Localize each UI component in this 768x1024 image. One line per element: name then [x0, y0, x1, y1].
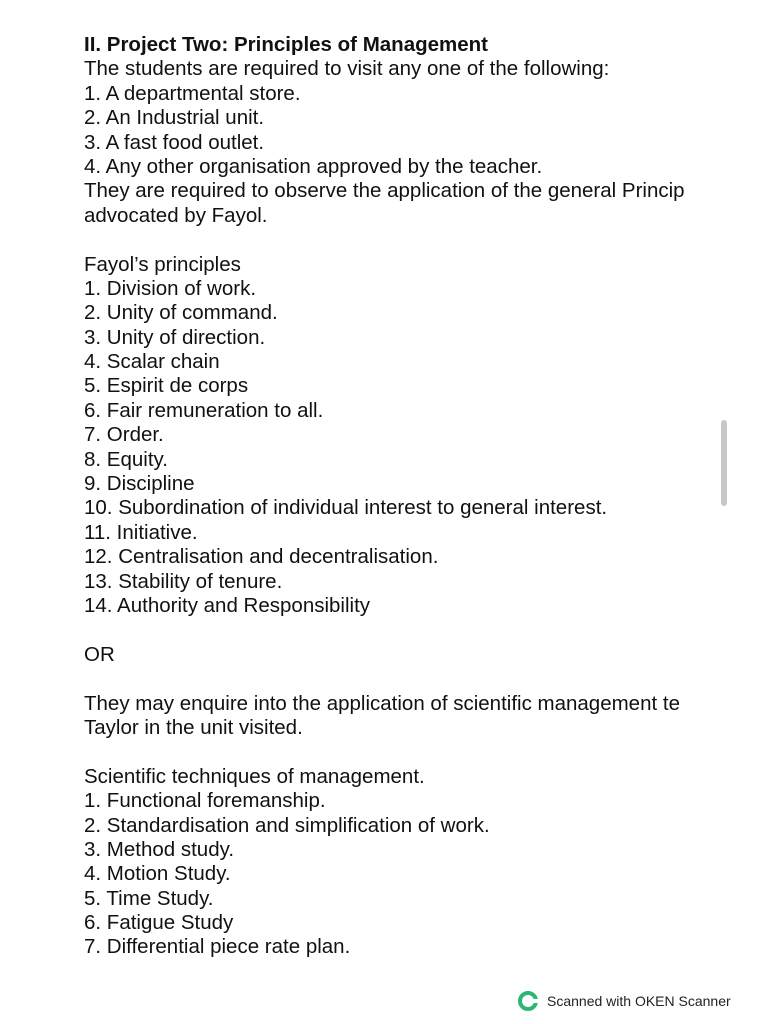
list-item: 5. Time Study.: [84, 886, 214, 910]
list-item: 5. Espirit de corps: [84, 374, 249, 398]
spacer: [84, 740, 768, 764]
fayol-heading: Fayol’s principles: [84, 252, 241, 276]
list-item: 4. Scalar chain: [84, 350, 220, 374]
oken-scanner-logo-icon: [517, 990, 539, 1012]
observe-text-line: advocated by Fayol.: [84, 203, 268, 227]
list-item: 3. Unity of direction.: [84, 325, 266, 349]
list-item: 8. Equity.: [84, 447, 168, 471]
list-item: 6. Fatigue Study: [84, 911, 234, 935]
list-item: 1. A departmental store.: [84, 81, 301, 105]
scientific-heading: Scientific techniques of management.: [84, 764, 425, 788]
observe-text-line: They are required to observe the application of the general Princip: [84, 179, 685, 203]
list-item: 12. Centralisation and decentralisation.: [84, 545, 439, 569]
list-item: 10. Subordination of individual interest to general interest.: [84, 496, 608, 520]
list-item: 2. Standardisation and simplification of work.: [84, 813, 490, 837]
taylor-text-line: They may enquire into the application of scientific management te: [84, 691, 680, 715]
list-item: 2. An Industrial unit.: [84, 106, 265, 130]
intro-text: The students are required to visit any one of the following:: [84, 57, 610, 81]
spacer: [84, 228, 768, 252]
scanner-watermark: [517, 990, 731, 1012]
list-item: 9. Discipline: [84, 472, 195, 496]
list-item: 7. Differential piece rate plan.: [84, 935, 351, 959]
list-item: 3. Method study.: [84, 837, 235, 861]
list-item: 4. Any other organisation approved by the teacher.: [84, 154, 543, 178]
list-item: 13. Stability of tenure.: [84, 569, 283, 593]
taylor-text-line: Taylor in the unit visited.: [84, 715, 303, 739]
list-item: 14. Authority and Responsibility: [84, 593, 371, 617]
list-item: 7. Order.: [84, 423, 164, 447]
list-item: 11. Initiative.: [84, 520, 198, 544]
list-item: 3. A fast food outlet.: [84, 130, 265, 154]
list-item: 6. Fair remuneration to all.: [84, 398, 324, 422]
document-page: [84, 33, 768, 960]
spacer: [84, 667, 768, 691]
list-item: 1. Division of work.: [84, 276, 257, 300]
or-separator: OR: [84, 642, 115, 666]
list-item: 2. Unity of command.: [84, 301, 278, 325]
watermark-text: Scanned with OKEN Scanner: [547, 993, 731, 1009]
list-item: 4. Motion Study.: [84, 862, 231, 886]
document-title: II. Project Two: Principles of Management: [84, 33, 488, 56]
list-item: 1. Functional foremanship.: [84, 789, 326, 813]
spacer: [84, 618, 768, 642]
vertical-scrollbar[interactable]: [721, 420, 727, 506]
